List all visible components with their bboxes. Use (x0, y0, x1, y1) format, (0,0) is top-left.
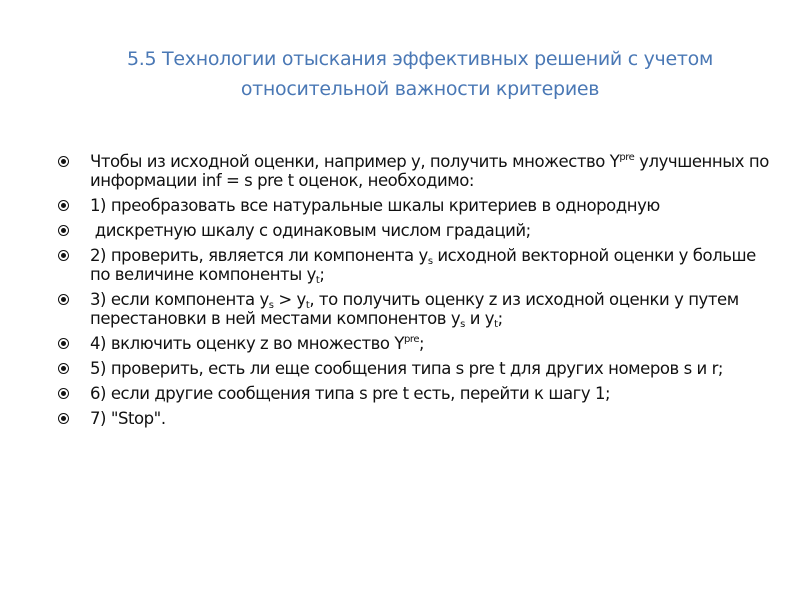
circled-dot-icon (58, 294, 69, 305)
list-item: дискретную шкалу с одинаковым числом градаций; (58, 221, 770, 240)
circled-dot-icon (58, 338, 69, 349)
list-item: 4) включить оценку z во множество $Y^{pre}$; (58, 334, 770, 353)
list-item: 3) если компонента $y_s > y_t$, то получить оценку z из исходной оценки y путем перестановки в ней местами компонентов $y_s$ и $y_t$; (58, 290, 770, 328)
list-item: Чтобы из исходной оценки, например y, получить множество $Y^{pre}$ улучшенных по информации inf = s pre t оценок, необходимо: (58, 152, 770, 190)
list-item: 5) проверить, есть ли еще сообщения типа s pre t для других номеров s и r; (58, 359, 770, 378)
list-item: 1) преобразовать все натуральные шкалы критериев в однородную (58, 196, 770, 215)
slide-title: 5.5 Технологии отыскания эффективных решений с учетом относительной важности критериев (127, 48, 713, 100)
circled-dot-icon (58, 225, 69, 236)
list-item: 6) если другие сообщения типа s pre t есть, перейти к шагу 1; (58, 384, 770, 403)
circled-dot-icon (58, 413, 69, 424)
circled-dot-icon (58, 388, 69, 399)
circled-dot-icon (58, 363, 69, 374)
bullet-list (58, 152, 770, 434)
list-item: 2) проверить, является ли компонента $y_s$ исходной векторной оценки y больше по величине компоненты $y_t$; (58, 246, 770, 284)
circled-dot-icon (58, 200, 69, 211)
circled-dot-icon (58, 156, 69, 167)
circled-dot-icon (58, 250, 69, 261)
list-item: 7) "Stop". (58, 409, 770, 428)
